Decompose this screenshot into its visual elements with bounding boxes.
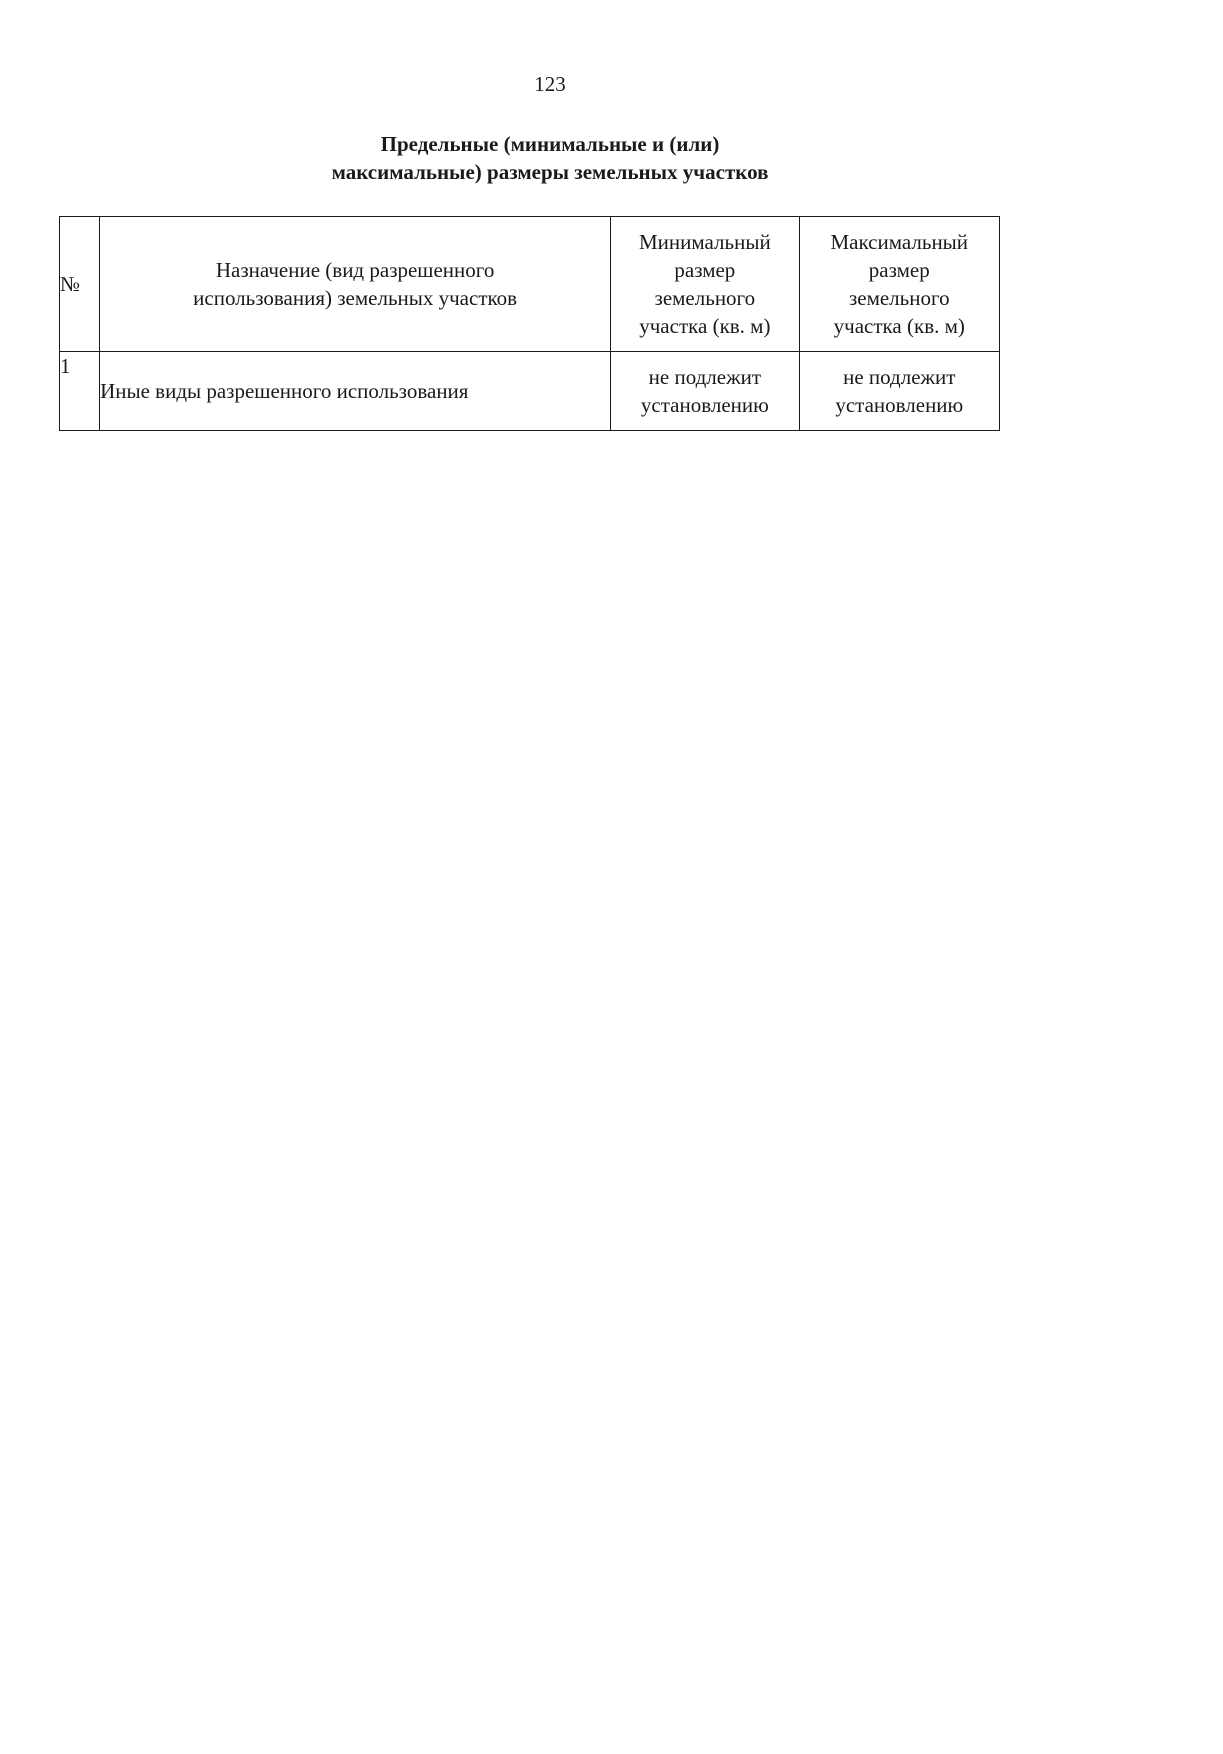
row-purpose: Иные виды разрешенного использования — [100, 352, 611, 431]
row-min-line: установлению — [640, 393, 769, 417]
document-title-line-2: максимальные) размеры земельных участков — [331, 160, 769, 184]
row-max-line: не подлежит — [843, 365, 956, 389]
page-number: 123 — [534, 72, 566, 96]
document-title — [0, 130, 1100, 186]
row-min-line: не подлежит — [648, 365, 762, 389]
header-purpose-line: Назначение (вид разрешенного — [215, 258, 495, 282]
header-min-line: Минимальный — [639, 230, 771, 254]
row-min-size — [611, 352, 799, 431]
header-number: № — [60, 217, 100, 352]
header-max-size — [799, 217, 999, 352]
header-min-line: участка (кв. м) — [639, 314, 771, 338]
header-min-line: размер — [674, 258, 736, 282]
header-max-line: земельного — [848, 286, 950, 310]
row-max-size — [799, 352, 999, 431]
header-max-line: размер — [868, 258, 930, 282]
header-purpose — [100, 217, 611, 352]
row-max-line: установлению — [835, 393, 964, 417]
header-purpose-line: использования) земельных участков — [193, 286, 518, 310]
row-number: 1 — [60, 352, 100, 431]
header-max-line: Максимальный — [830, 230, 969, 254]
document-title-line-1: Предельные (минимальные и (или) — [380, 132, 720, 156]
header-min-size — [611, 217, 799, 352]
header-max-line: участка (кв. м) — [833, 314, 965, 338]
table-row — [60, 352, 1000, 431]
table-header-row — [60, 217, 1000, 352]
header-min-line: земельного — [654, 286, 756, 310]
land-plot-size-table — [59, 216, 1000, 431]
